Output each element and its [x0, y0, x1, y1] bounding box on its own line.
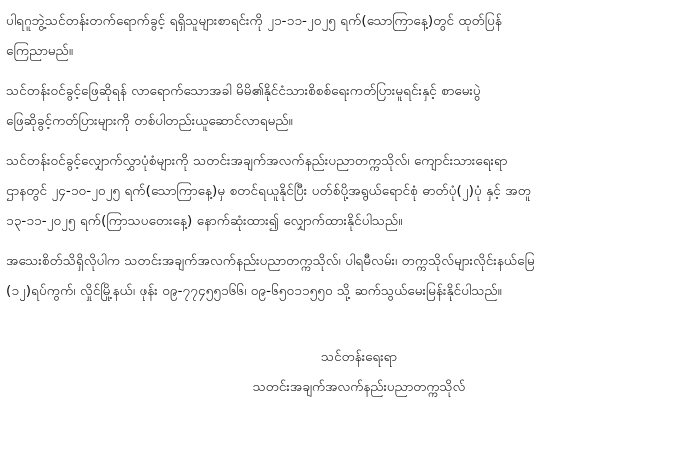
paragraph-line: ပါရဂူဘွဲ့သင်တန်းတက်ရောက်ခွင့် ရရှိသူများစာရင်းကို ၂၁-၁၁-၂၀၂၅ ရက်(သောကြာနေ့)တွင် ထုတ်ပြန်	[6, 13, 502, 29]
paragraph-line: သင်တန်းဝင်ခွင့်ဖြေဆိုရန် လာရောက်သောအခါ မိမိ၏နိုင်ငံသားစိစစ်ရေးကတ်ပြားမူရင်းနှင့် စာမေးပွဲ	[6, 83, 481, 99]
paragraph-line: (၁၂)ရပ်ကွက်၊ လှိုင်မြို့နယ်၊ ဖုန်း ၀၉-၇၇၄၅၅၁၆၆၊ ၀၉-၆၅၀၁၁၅၅၀ သို့ ဆက်သွယ်မေးမြန်းနိုင်ပါသည်။	[6, 283, 502, 299]
signature-institution: သတင်းအချက်အလက်နည်းပညာတက္ကသိုလ်	[252, 379, 466, 395]
paragraph-line: ဌာနတွင် ၂၄-၁၀-၂၀၂၅ ရက်(သောကြာနေ့)မှ စတင်ရယူနိုင်ပြီး ပတ်စ်ပို့အရွယ်ရောင်စုံ ဓာတ်ပုံ(၂)ပုံ နှင့် အတူ	[6, 183, 531, 199]
contact-paragraph	[6, 246, 690, 306]
paragraph-line: သင်တန်းဝင်ခွင့်လျှောက်လွှာပုံစံများကို သတင်းအချက်အလက်နည်းပညာတက္ကသိုလ်၊ ကျောင်းသားရေးရာ	[6, 153, 508, 169]
paragraph-line: ၁၃-၁၁-၂၀၂၅ ရက်(ကြာသပတေးနေ့) နောက်ဆုံးထား၍ လျှောက်ထားနိုင်ပါသည်။	[6, 213, 403, 229]
announcement-paragraph	[6, 6, 690, 66]
signature-block	[6, 342, 690, 402]
signature-department: သင်တန်းရေးရာ	[321, 349, 397, 365]
application-form-paragraph	[6, 146, 690, 236]
paragraph-line: အသေးစိတ်သိရှိလိုပါက သတင်းအချက်အလက်နည်းပညာတက္ကသိုလ်၊ ပါရမီလမ်း၊ တက္ကသိုလ်များလိုင်းနယ်မြေ	[6, 253, 535, 269]
paragraph-line: ကြေညာမည်။	[6, 43, 74, 59]
paragraph-line: ဖြေဆိုခွင့်ကတ်ပြားများကို တစ်ပါတည်းယူဆောင်လာရမည်။	[6, 113, 293, 129]
entrance-exam-paragraph	[6, 76, 690, 136]
